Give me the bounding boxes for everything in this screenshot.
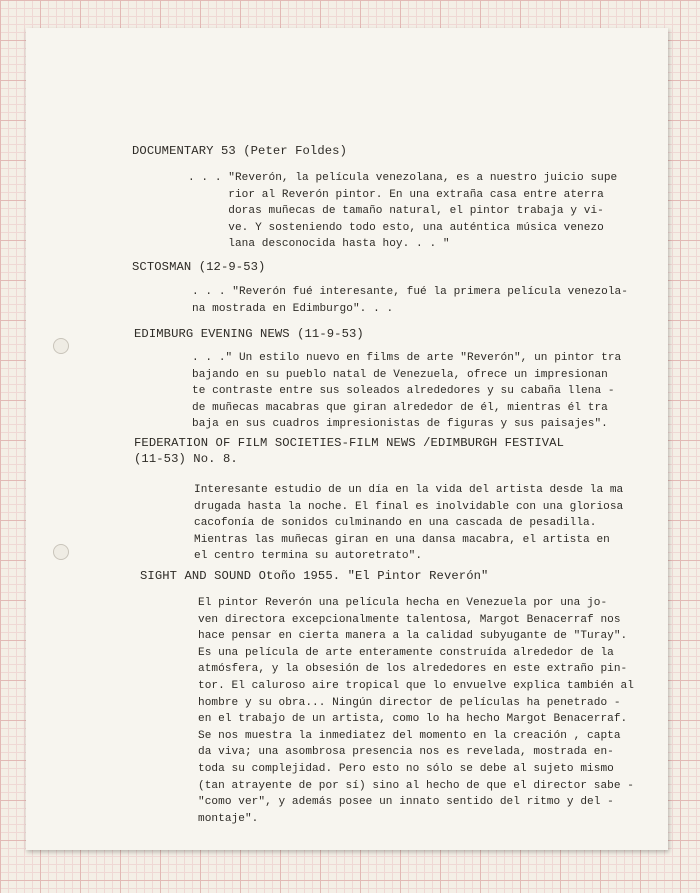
section-heading: SIGHT AND SOUND Otoño 1955. "El Pintor Reverón": [140, 569, 489, 583]
section-quote: El pintor Reverón una película hecha en Venezuela por una jo- ven directora excepcionalmente talentosa, Margot Benacerraf nos hace pensar en cierta manera a la calidad subyugante de "Turay". Es una película de arte enteramente construída alrededor de la atmósfera, y la obsesión de los alrededores en este extraño pin- tor. El caluroso aire tropical que lo envuelve explica también al hombre y su obra... Ningún director de películas ha penetrado - en el trabajo de un artista, como lo ha hecho Margot Benacerraf. Se nos muestra la inmediatez del momento en la creación , capta da viva; una asombrosa presencia nos es revelada, mostrada en- toda su complejidad. Pero esto no sólo se debe al sujeto mismo (tan atrayente de por sí) sino al hecho de que el director sabe - "como ver", y además posee un innato sentido del ritmo y del - montaje".: [198, 597, 634, 825]
section-quote: . . . "Reverón fué interesante, fué la primera película venezola- na mostrada en Edimburgo". . .: [192, 286, 628, 315]
punch-hole: [53, 338, 69, 354]
punch-hole: [53, 544, 69, 560]
document-page: [26, 28, 668, 850]
section-quote: . . ." Un estilo nuevo en films de arte "Reverón", un pintor tra bajando en su pueblo natal de Venezuela, ofrece un impresionan te contraste entre sus soleados alrededores y su cabaña llena - de muñecas macabras que giran alrededor de él, mientras él tra baja en sus cuadros impresionistas de figuras y sus paisajes".: [192, 352, 622, 431]
section-heading: EDIMBURG EVENING NEWS (11-9-53): [134, 327, 364, 341]
section-heading: DOCUMENTARY 53 (Peter Foldes): [132, 144, 347, 158]
section-heading: SCTOSMAN (12-9-53): [132, 260, 266, 274]
section-quote: . . . "Reverón, la película venezolana, es a nuestro juicio supe rior al Reverón pintor. En una extraña casa entre aterra doras muñecas de tamaño natural, el pintor trabaja y vi- ve. Y sosteniendo todo esto, una auténtica música venezo lana desconocida hasta hoy. . . ": [188, 172, 618, 251]
section-heading: FEDERATION OF FILM SOCIETIES-FILM NEWS /EDIMBURGH FESTIVAL (11-53) No. 8.: [134, 436, 564, 466]
section-quote: Interesante estudio de un día en la vida del artista desde la ma drugada hasta la noche. El final es inolvidable con una gloriosa cacofonía de sonidos culminando en una cascada de pesadilla. Mientras las muñecas giran en una dansa macabra, el artista en el centro termina su autoretrato".: [194, 484, 624, 563]
